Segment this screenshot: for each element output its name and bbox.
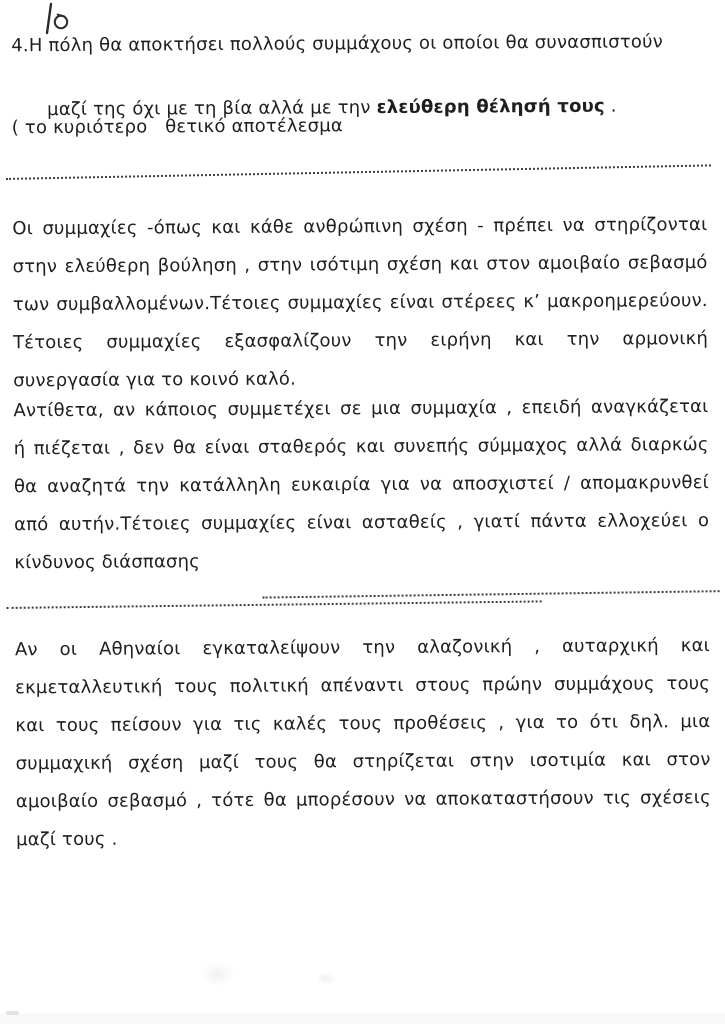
intro-line-3: ( το κυριότερο θετικό αποτέλεσμα [11,115,344,139]
dotted-separator-2b [263,590,720,598]
intro-line-2-text: μαζί της όχι με τη βία αλλά με την [47,97,377,121]
paragraph1-line-1: Οι συμμαχίες -όπως και κάθε ανθρώπινη σχέση - πρέπει να στηρίζονται [12,214,708,240]
paragraph3-line-5: αμοιβαίο σεβασμό , τότε θα μπορέσουν να αποκαταστήσουν τις σχέσεις [15,787,711,813]
paragraph1-line-3: των συμβαλλομένων.Τέτοιες συμμαχίες είναι στέρεες κ’ μακροημερεύουν. [12,290,708,316]
intro-line-2-end: . [604,95,617,117]
intro-line-2-emphasis: ελεύθερη θέλησή τους [376,95,605,119]
paragraph-alliances-free-will [12,206,708,400]
dotted-separator-2a [7,600,542,609]
paragraph3-line-4: συμμαχική σχέση μαζί τους θα στηρίζεται στην ισοτιμία και στον [15,749,711,775]
dotted-separator-1 [6,164,711,180]
paragraph2-line-4: από αυτήν.Τέτοιες συμμαχίες είναι ασταθείς , γιατί πάντα ελλοχεύει ο [14,510,710,536]
paragraph1-line-4: Τέτοιες συμμαχίες εξασφαλίζουν την ειρήνη και την αρμονική [12,328,709,354]
paragraph2-line-2: ή πιέζεται , δεν θα είναι σταθερός και συνεπής σύμμαχος αλλά διαρκώς [13,434,709,460]
paragraph3-line-3: και τους πείσουν για τις καλές τους προθέσεις , για το ότι δηλ. μια [15,711,711,737]
paragraph-forced-alliances [13,388,709,582]
paragraph2-line-3: θα αναζητά την κατάλληλη ευκαιρία για να αποσχιστεί / απομακρυνθεί [13,472,709,498]
scan-edge-band [0,1013,725,1024]
intro-line-1: 4.Η πόλη θα αποκτήσει πολλούς συμμάχους οι οποίοι θα συνασπιστούν [11,31,664,57]
paragraph3-line-2: εκμεταλλευτική τους πολιτική απέναντι στους πρώην συμμάχους τους [15,673,711,699]
paragraph2-line-5: κίνδυνος διάσπασης [14,551,201,574]
paragraph-athenians-policy [15,627,711,859]
paragraph1-line-2: στην ελεύθερη βούληση , στην ισότιμη σχέση και στον αμοιβαίο σεβασμό [12,252,708,278]
scan-artifact-mark [6,1011,19,1015]
paragraph2-line-1: Αντίθετα, αν κάποιος συμμετέχει σε μια συμμαχία , επειδή αναγκάζεται [13,396,709,422]
paragraph3-line-1: Αν οι Αθηναίοι εγκαταλείψουν την αλαζονική , αυταρχική και [14,635,710,661]
paragraph3-line-6: μαζί τους . [16,828,118,851]
paragraph1-line-5: συνεργασία για το κοινό καλό. [13,368,297,392]
